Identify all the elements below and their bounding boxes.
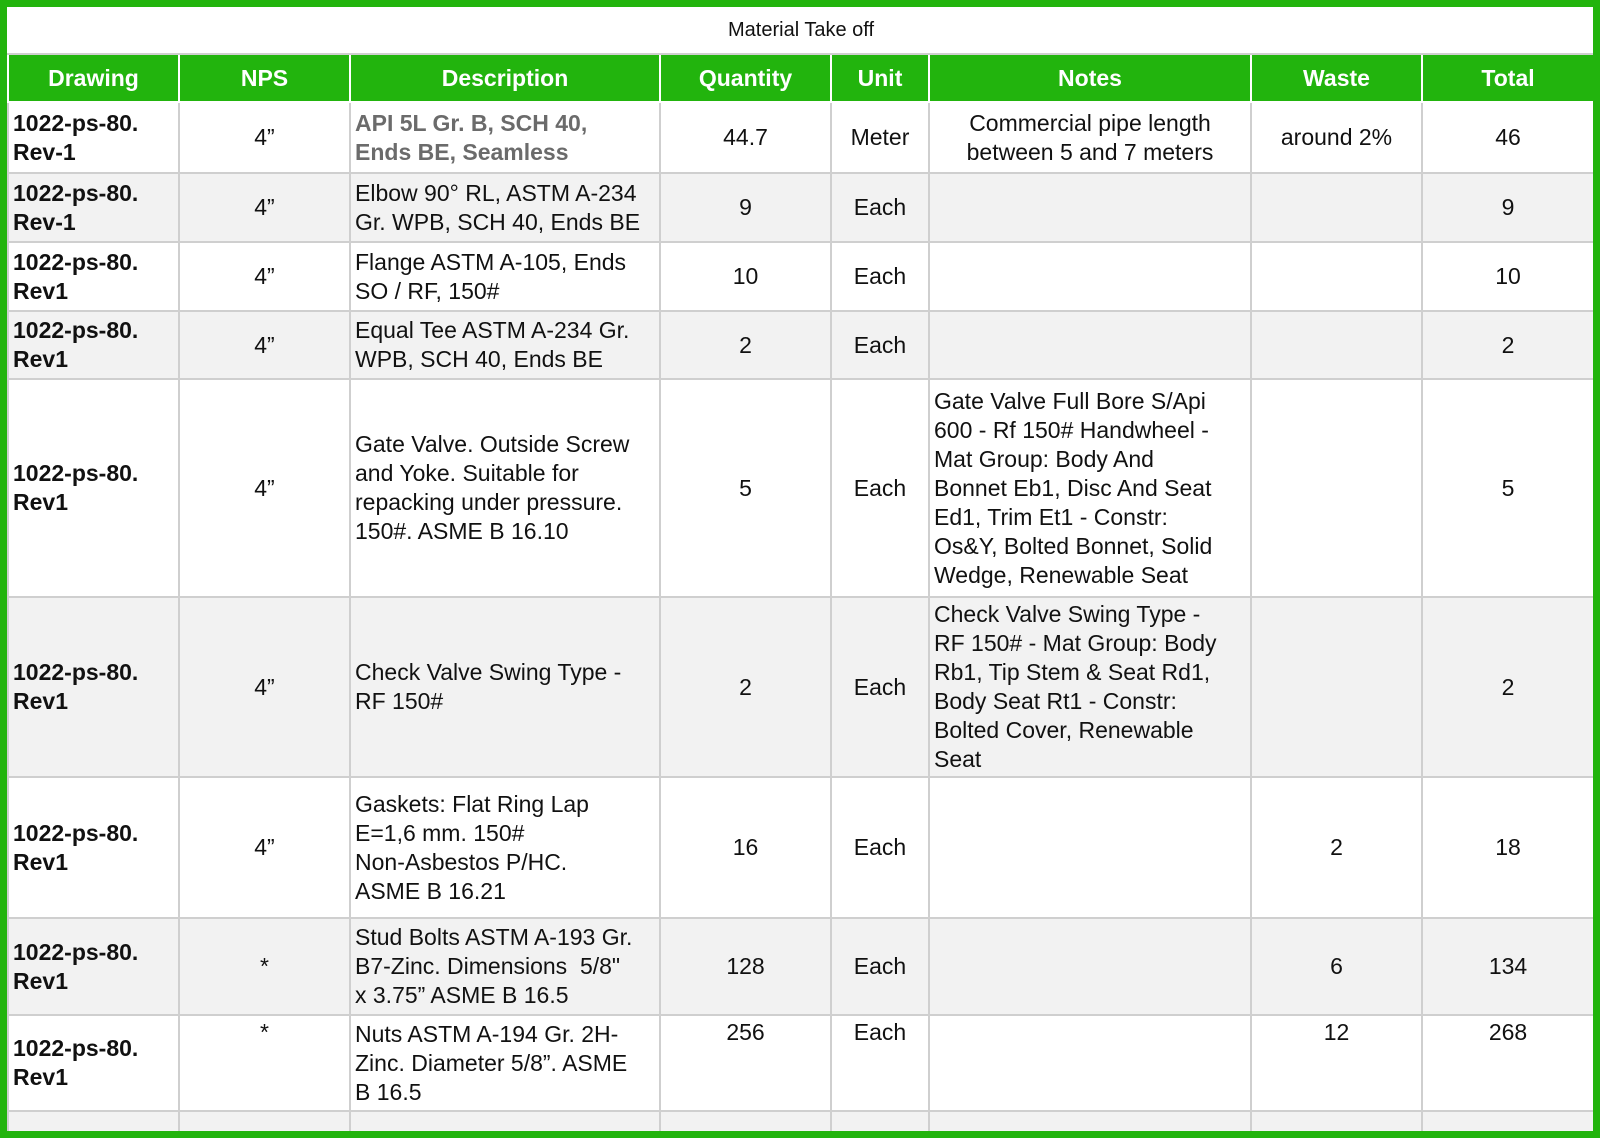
col-header-description: Description bbox=[350, 54, 660, 102]
cell-notes bbox=[929, 1015, 1251, 1111]
cell-empty bbox=[1251, 1111, 1422, 1138]
cell-total: 18 bbox=[1422, 777, 1594, 918]
cell-nps: 4” bbox=[179, 379, 350, 597]
cell-waste: 12 bbox=[1251, 1015, 1422, 1111]
cell-empty bbox=[1422, 1111, 1594, 1138]
cell-unit: Each bbox=[831, 777, 929, 918]
cell-quantity: 9 bbox=[660, 173, 831, 242]
cell-drawing: 1022-ps-80. Rev1 bbox=[8, 242, 179, 311]
cell-unit: Each bbox=[831, 379, 929, 597]
cell-total: 134 bbox=[1422, 918, 1594, 1015]
cell-unit: Each bbox=[831, 311, 929, 379]
cell-drawing: 1022-ps-80. Rev1 bbox=[8, 918, 179, 1015]
cell-empty bbox=[8, 1111, 179, 1138]
cell-nps: 4” bbox=[179, 597, 350, 777]
cell-drawing: 1022-ps-80. Rev1 bbox=[8, 597, 179, 777]
cell-quantity: 16 bbox=[660, 777, 831, 918]
cell-nps: * bbox=[179, 1015, 350, 1111]
cell-unit: Each bbox=[831, 597, 929, 777]
cell-quantity: 44.7 bbox=[660, 102, 831, 173]
cell-total: 5 bbox=[1422, 379, 1594, 597]
cell-total: 46 bbox=[1422, 102, 1594, 173]
cell-description: Stud Bolts ASTM A-193 Gr. B7-Zinc. Dimensions 5/8" x 3.75” ASME B 16.5 bbox=[350, 918, 660, 1015]
cell-unit: Each bbox=[831, 242, 929, 311]
cell-unit: Each bbox=[831, 173, 929, 242]
cell-quantity: 256 bbox=[660, 1015, 831, 1111]
cell-quantity: 10 bbox=[660, 242, 831, 311]
table-row bbox=[8, 242, 1594, 311]
cell-waste: around 2% bbox=[1251, 102, 1422, 173]
cell-empty bbox=[179, 1111, 350, 1138]
cell-description: Check Valve Swing Type - RF 150# bbox=[350, 597, 660, 777]
cell-empty bbox=[660, 1111, 831, 1138]
header-row bbox=[8, 54, 1594, 102]
table-row bbox=[8, 918, 1594, 1015]
cell-waste bbox=[1251, 242, 1422, 311]
cell-description: Flange ASTM A-105, Ends SO / RF, 150# bbox=[350, 242, 660, 311]
cell-drawing: 1022-ps-80. Rev1 bbox=[8, 777, 179, 918]
cell-description: Gaskets: Flat Ring Lap E=1,6 mm. 150# Non-Asbestos P/HC. ASME B 16.21 bbox=[350, 777, 660, 918]
table-row bbox=[8, 173, 1594, 242]
cell-nps: 4” bbox=[179, 102, 350, 173]
cell-unit: Each bbox=[831, 918, 929, 1015]
cell-nps: 4” bbox=[179, 777, 350, 918]
cell-unit: Meter bbox=[831, 102, 929, 173]
cell-waste bbox=[1251, 597, 1422, 777]
cell-nps: 4” bbox=[179, 242, 350, 311]
cell-quantity: 5 bbox=[660, 379, 831, 597]
col-header-unit: Unit bbox=[831, 54, 929, 102]
cell-notes: Check Valve Swing Type - RF 150# - Mat Group: Body Rb1, Tip Stem & Seat Rd1, Body Seat Rt1 - Constr: Bolted Cover, Renewable Seat bbox=[929, 597, 1251, 777]
cell-drawing: 1022-ps-80. Rev1 bbox=[8, 311, 179, 379]
col-header-notes: Notes bbox=[929, 54, 1251, 102]
cell-nps: 4” bbox=[179, 311, 350, 379]
cell-notes: Commercial pipe length between 5 and 7 meters bbox=[929, 102, 1251, 173]
table-row bbox=[8, 379, 1594, 597]
cell-description: Gate Valve. Outside Screw and Yoke. Suitable for repacking under pressure. 150#. ASME B 16.10 bbox=[350, 379, 660, 597]
cell-empty bbox=[831, 1111, 929, 1138]
cell-notes bbox=[929, 777, 1251, 918]
table-row bbox=[8, 597, 1594, 777]
col-header-quantity: Quantity bbox=[660, 54, 831, 102]
cell-notes bbox=[929, 311, 1251, 379]
cell-description: Elbow 90° RL, ASTM A-234 Gr. WPB, SCH 40, Ends BE bbox=[350, 173, 660, 242]
cell-notes: Gate Valve Full Bore S/Api 600 - Rf 150# Handwheel - Mat Group: Body And Bonnet Eb1, Disc And Seat Ed1, Trim Et1 - Constr: Os&Y, Bolted Bonnet, Solid Wedge, Renewable Seat bbox=[929, 379, 1251, 597]
table-row bbox=[8, 311, 1594, 379]
table-row bbox=[8, 777, 1594, 918]
cell-nps: 4” bbox=[179, 173, 350, 242]
cell-unit: Each bbox=[831, 1015, 929, 1111]
cell-total: 2 bbox=[1422, 597, 1594, 777]
cell-quantity: 2 bbox=[660, 311, 831, 379]
table-row bbox=[8, 102, 1594, 173]
cell-description: API 5L Gr. B, SCH 40, Ends BE, Seamless bbox=[350, 102, 660, 173]
cell-empty bbox=[350, 1111, 660, 1138]
cell-description: Equal Tee ASTM A-234 Gr. WPB, SCH 40, Ends BE bbox=[350, 311, 660, 379]
cell-drawing: 1022-ps-80. Rev1 bbox=[8, 379, 179, 597]
table-row bbox=[8, 1015, 1594, 1111]
cell-drawing: 1022-ps-80. Rev-1 bbox=[8, 102, 179, 173]
cell-notes bbox=[929, 918, 1251, 1015]
cell-description: Nuts ASTM A-194 Gr. 2H- Zinc. Diameter 5/8”. ASME B 16.5 bbox=[350, 1015, 660, 1111]
col-header-drawing: Drawing bbox=[8, 54, 179, 102]
cell-drawing: 1022-ps-80. Rev-1 bbox=[8, 173, 179, 242]
cell-total: 268 bbox=[1422, 1015, 1594, 1111]
cell-waste bbox=[1251, 173, 1422, 242]
table-row bbox=[8, 1111, 1594, 1138]
cell-quantity: 128 bbox=[660, 918, 831, 1015]
cell-nps: * bbox=[179, 918, 350, 1015]
col-header-total: Total bbox=[1422, 54, 1594, 102]
cell-total: 2 bbox=[1422, 311, 1594, 379]
material-takeoff-table bbox=[7, 7, 1595, 1138]
cell-empty bbox=[929, 1111, 1251, 1138]
cell-notes bbox=[929, 173, 1251, 242]
table-body bbox=[8, 102, 1594, 1138]
cell-total: 10 bbox=[1422, 242, 1594, 311]
cell-waste: 6 bbox=[1251, 918, 1422, 1015]
cell-quantity: 2 bbox=[660, 597, 831, 777]
col-header-waste: Waste bbox=[1251, 54, 1422, 102]
cell-drawing: 1022-ps-80. Rev1 bbox=[8, 1015, 179, 1111]
cell-total: 9 bbox=[1422, 173, 1594, 242]
table-title: Material Take off bbox=[8, 7, 1594, 54]
cell-notes bbox=[929, 242, 1251, 311]
cell-waste bbox=[1251, 379, 1422, 597]
cell-waste bbox=[1251, 311, 1422, 379]
col-header-nps: NPS bbox=[179, 54, 350, 102]
cell-waste: 2 bbox=[1251, 777, 1422, 918]
